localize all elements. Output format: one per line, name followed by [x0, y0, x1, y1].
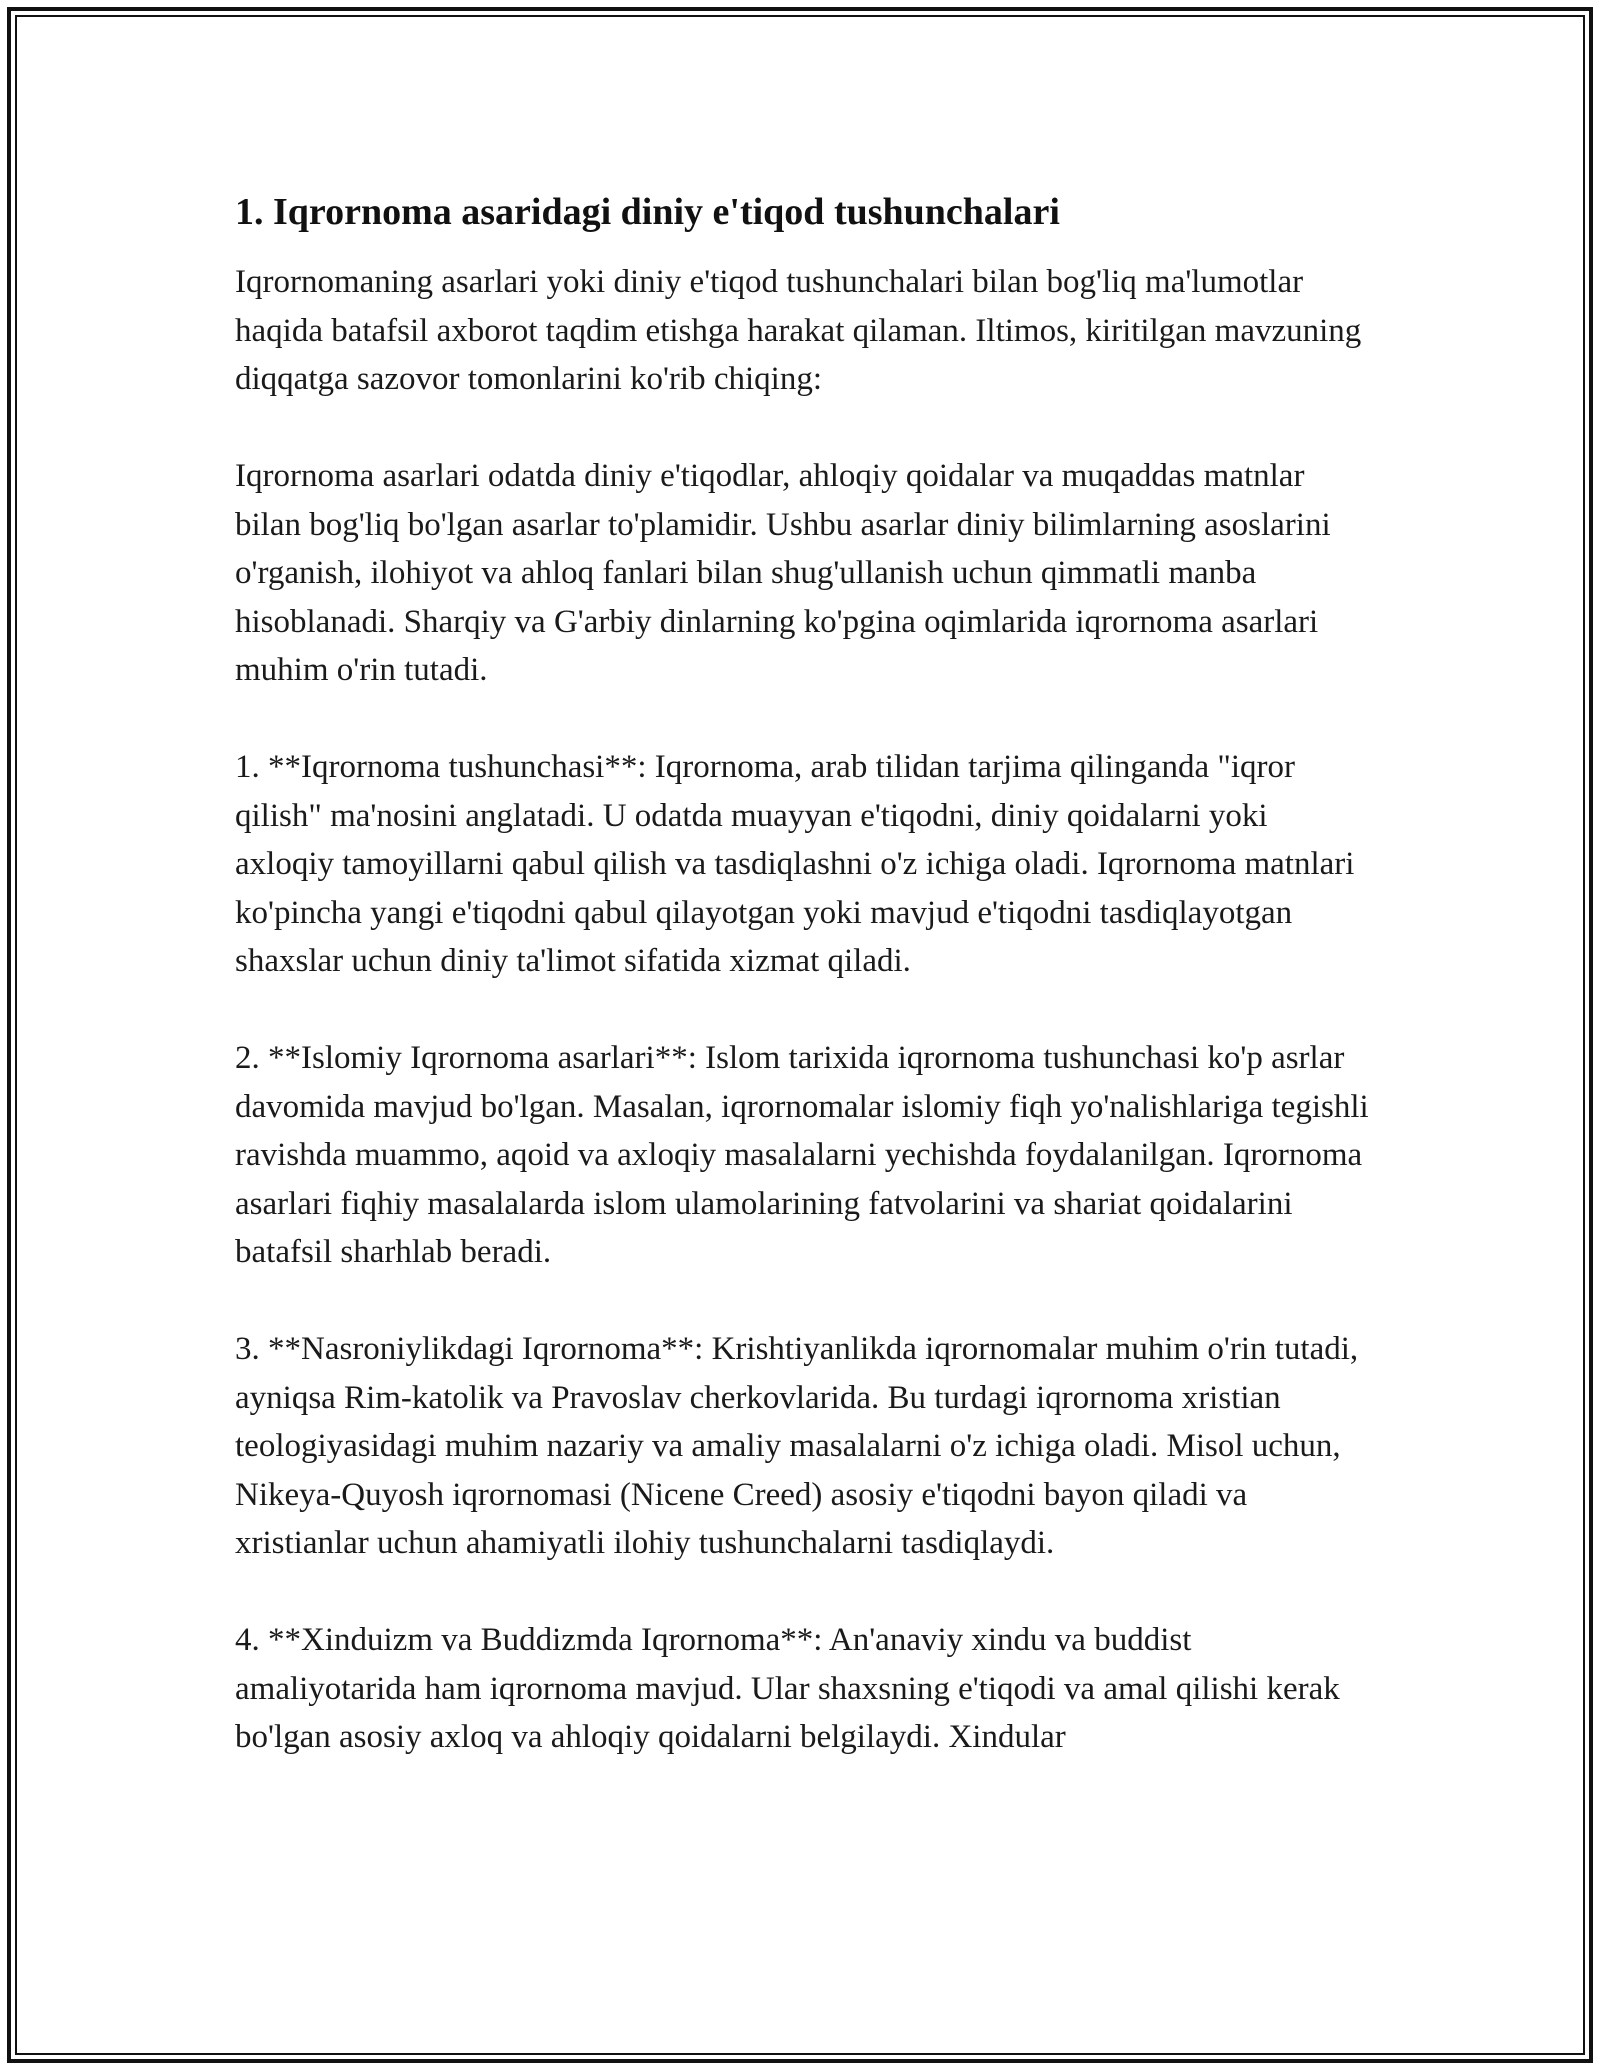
- point-1-paragraph: 1. **Iqrornoma tushunchasi**: Iqrornoma, arab tilidan tarjima qilinganda "iqror qilish" ma'nosini anglatadi. U odatda muayyan e'tiqodni, diniy qoidalarni yoki axloqiy tamoyillarni qabul qilish va tasdiqlashni o'z ichiga oladi. Iqrornoma matnlari ko'pincha yangi e'tiqodni qabul qilayotgan yoki mavjud e'tiqodni tasdiqlayotgan shaxslar uchun diniy ta'limot sifatida xizmat qiladi.: [235, 749, 1355, 979]
- intro-paragraph: Iqrornomaning asarlari yoki diniy e'tiqod tushunchalari bilan bog'liq ma'lumotlar haqida batafsil axborot taqdim etishga harakat qilaman. Iltimos, kiritilgan mavzuning diqqatga sazovor tomonlarini ko'rib chiqing:: [235, 264, 1362, 397]
- section-heading: 1. Iqrornoma asaridagi diniy e'tiqod tushunchalari: [235, 191, 1060, 233]
- point-3-paragraph: 3. **Nasroniylikdagi Iqrornoma**: Krishtiyanlikda iqrornomalar muhim o'rin tutadi, ayniqsa Rim-katolik va Pravoslav cherkovlarida. Bu turdagi iqrornoma xristian teologiyasidagi muhim nazariy va amaliy masalalarni o'z ichiga oladi. Misol uchun, Nikeya-Quyosh iqrornomasi (Nicene Creed) asosiy e'tiqodni bayon qiladi va xristianlar uchun ahamiyatli ilohiy tushunchalarni tasdiqlaydi.: [235, 1331, 1359, 1561]
- point-4-paragraph: 4. **Xinduizm va Buddizmda Iqrornoma**: An'anaviy xindu va buddist amaliyotarida ham iqrornoma mavjud. Ular shaxsning e'tiqodi va amal qilishi kerak bo'lgan asosiy axloq va ahloqiy qoidalarni belgilaydi. Xindular: [235, 1622, 1340, 1755]
- document-body: [235, 186, 1370, 1762]
- point-2-paragraph: 2. **Islomiy Iqrornoma asarlari**: Islom tarixida iqrornoma tushunchasi ko'p asrlar davomida mavjud bo'lgan. Masalan, iqrornomalar islomiy fiqh yo'nalishlariga tegishli ravishda muammo, aqoid va axloqiy masalalarni yechishda foydalanilgan. Iqrornoma asarlari fiqhiy masalalarda islom ulamolarining fatvolarini va shariat qoidalarini batafsil sharhlab beradi.: [235, 1040, 1369, 1270]
- overview-paragraph: Iqrornoma asarlari odatda diniy e'tiqodlar, ahloqiy qoidalar va muqaddas matnlar bilan bog'liq bo'lgan asarlar to'plamidir. Ushbu asarlar diniy bilimlarning asoslarini o'rganish, ilohiyot va ahloq fanlari bilan shug'ullanish uchun qimmatli manba hisoblanadi. Sharqiy va G'arbiy dinlarning ko'pgina oqimlarida iqrornoma asarlari muhim o'rin tutadi.: [235, 458, 1331, 688]
